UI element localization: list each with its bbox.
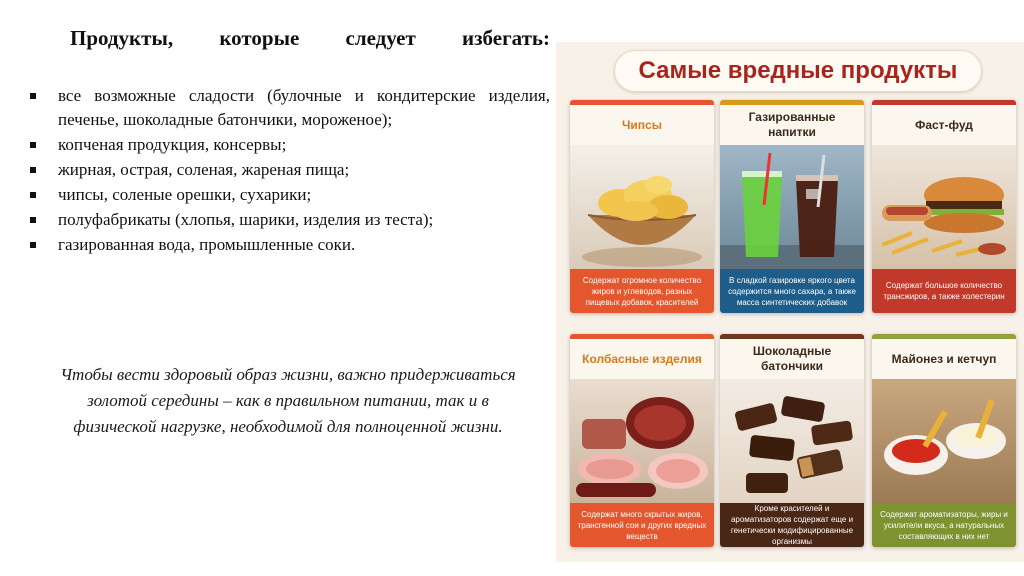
mayo-ketchup-image	[872, 379, 1016, 503]
card-description: Содержат много скрытых жиров, трансгенной сои и других вредных веществ	[570, 503, 714, 547]
card-soda	[720, 100, 864, 313]
list-item: копченая продукция, консервы;	[30, 133, 550, 157]
list-item: газированная вода, промышленные соки.	[30, 233, 550, 257]
fastfood-image	[872, 145, 1016, 269]
bullet-icon	[30, 242, 36, 248]
card-label: Газированные напитки	[720, 105, 864, 145]
chocolate-image	[720, 379, 864, 503]
page-title: Продукты, которые следует избегать:	[70, 26, 550, 50]
card-label: Колбасные изделия	[570, 339, 714, 379]
list-item: все возможные сладости (булочные и кондитерские изделия, печенье, шоколадные батончики, мороженое);	[30, 84, 550, 132]
bullet-icon	[30, 167, 36, 173]
card-chips	[570, 100, 714, 313]
healthy-life-quote: Чтобы вести здоровый образ жизни, важно придерживаться золотой середины – как в правильном питании, так и в физической нагрузке, необходимой для полноценной жизни.	[60, 365, 516, 436]
sausages-image	[570, 379, 714, 503]
card-label: Чипсы	[570, 105, 714, 145]
harmful-foods-infographic	[556, 42, 1024, 562]
list-item: чипсы, соленые орешки, сухарики;	[30, 183, 550, 207]
card-description: В сладкой газировке яркого цвета содержится много сахара, а также масса синтетических добавок	[720, 269, 864, 313]
bullet-icon	[30, 93, 36, 99]
card-mayo-ketchup	[872, 334, 1016, 547]
card-label: Шоколадные батончики	[720, 339, 864, 379]
bullet-icon	[30, 192, 36, 198]
card-description: Содержат ароматизаторы, жиры и усилители вкуса, а натуральных составляющих в них нет	[872, 503, 1016, 547]
card-description: Содержат огромное количество жиров и углеводов, разных пищевых добавок, красителей	[570, 269, 714, 313]
chips-image	[570, 145, 714, 269]
card-fastfood	[872, 100, 1016, 313]
bullet-icon	[30, 142, 36, 148]
card-description: Кроме красителей и ароматизаторов содержат еще и генетически модифицированные организмы	[720, 503, 864, 547]
bullet-icon	[30, 217, 36, 223]
card-chocolate	[720, 334, 864, 547]
soda-image	[720, 145, 864, 269]
list-item: жирная, острая, соленая, жареная пища;	[30, 158, 550, 182]
card-description: Содержат большое количество трансжиров, а также холестерин	[872, 269, 1016, 313]
card-sausages	[570, 334, 714, 547]
card-label: Фаст-фуд	[872, 105, 1016, 145]
infographic-title: Самые вредные продукты	[614, 50, 982, 92]
list-item: полуфабрикаты (хлопья, шарики, изделия из теста);	[30, 208, 550, 232]
card-label: Майонез и кетчуп	[872, 339, 1016, 379]
avoid-foods-list	[30, 84, 550, 258]
